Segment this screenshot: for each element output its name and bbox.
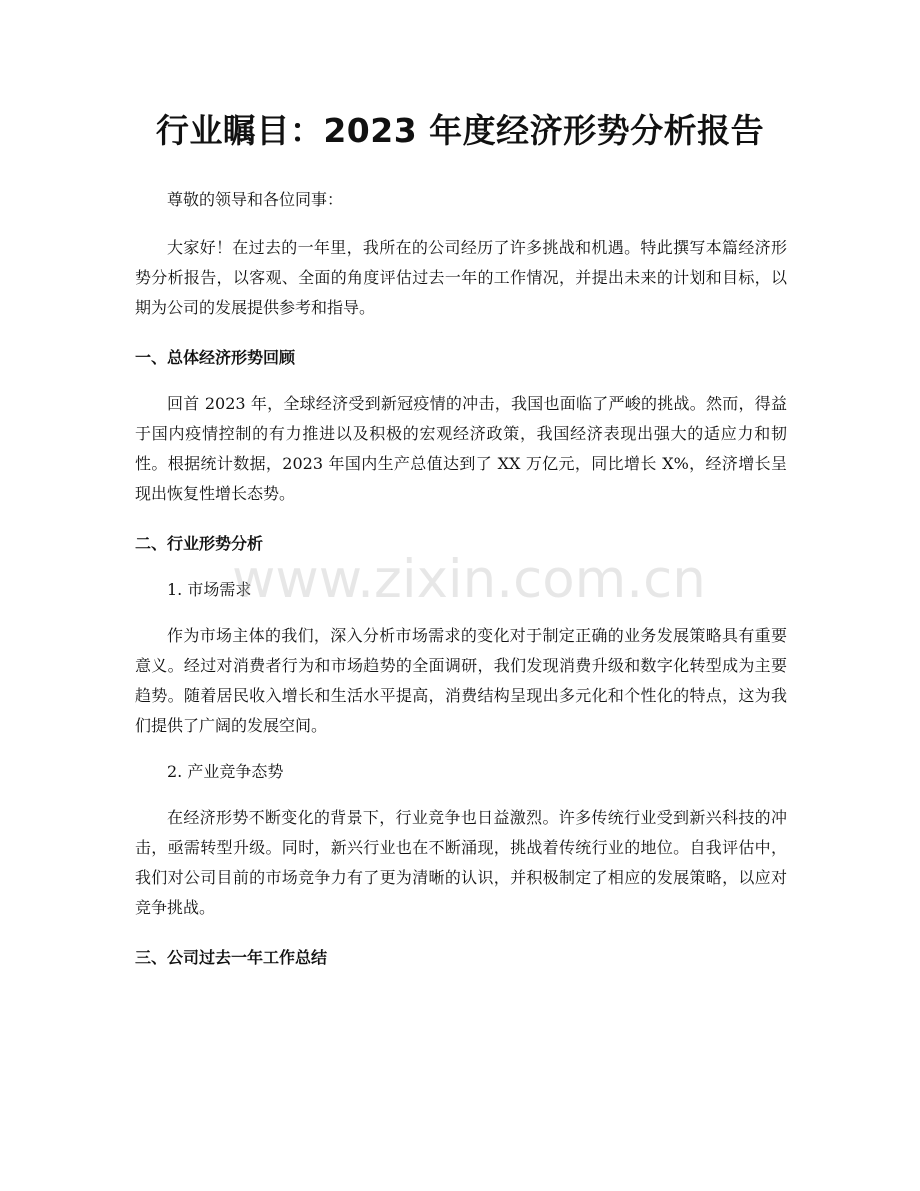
document-body	[135, 185, 787, 973]
subheading-competition: 2. 产业竞争态势	[167, 762, 284, 781]
subheading-market-demand: 1. 市场需求	[167, 580, 252, 599]
watermark: www.zixin.com.cn	[232, 549, 706, 610]
competition-paragraph: 在经济形势不断变化的背景下，行业竞争也日益激烈。许多传统行业受到新兴科技的冲击，亟需转型升级。同时，新兴行业也在不断涌现，挑战着传统行业的地位。自我评估中，我们对公司目前的市场竞争力有了更为清晰的认识，并积极制定了相应的发展策略，以应对竞争挑战。	[135, 808, 787, 917]
document-title: 行业瞩目：2023 年度经济形势分析报告	[155, 111, 765, 150]
section-heading-overview: 一、总体经济形势回顾	[135, 348, 296, 367]
market-demand-paragraph: 作为市场主体的我们，深入分析市场需求的变化对于制定正确的业务发展策略具有重要意义。经过对消费者行为和市场趋势的全面调研，我们发现消费升级和数字化转型成为主要趋势。随着居民收入增长和生活水平提高，消费结构呈现出多元化和个性化的特点，这为我们提供了广阔的发展空间。	[135, 626, 787, 735]
intro-paragraph: 大家好！在过去的一年里，我所在的公司经历了许多挑战和机遇。特此撰写本篇经济形势分析报告，以客观、全面的角度评估过去一年的工作情况，并提出未来的计划和目标，以期为公司的发展提供参考和指导。	[135, 238, 787, 317]
greeting: 尊敬的领导和各位同事：	[167, 190, 344, 209]
section-heading-summary: 三、公司过去一年工作总结	[135, 948, 328, 967]
overview-paragraph: 回首 2023 年，全球经济受到新冠疫情的冲击，我国也面临了严峻的挑战。然而，得益于国内疫情控制的有力推进以及积极的宏观经济政策，我国经济表现出强大的适应力和韧性。根据统计数据，2023 年国内生产总值达到了 XX 万亿元，同比增长 X%，经济增长呈现出恢复性增长态势。	[135, 394, 787, 503]
section-heading-industry: 二、行业形势分析	[135, 534, 264, 553]
